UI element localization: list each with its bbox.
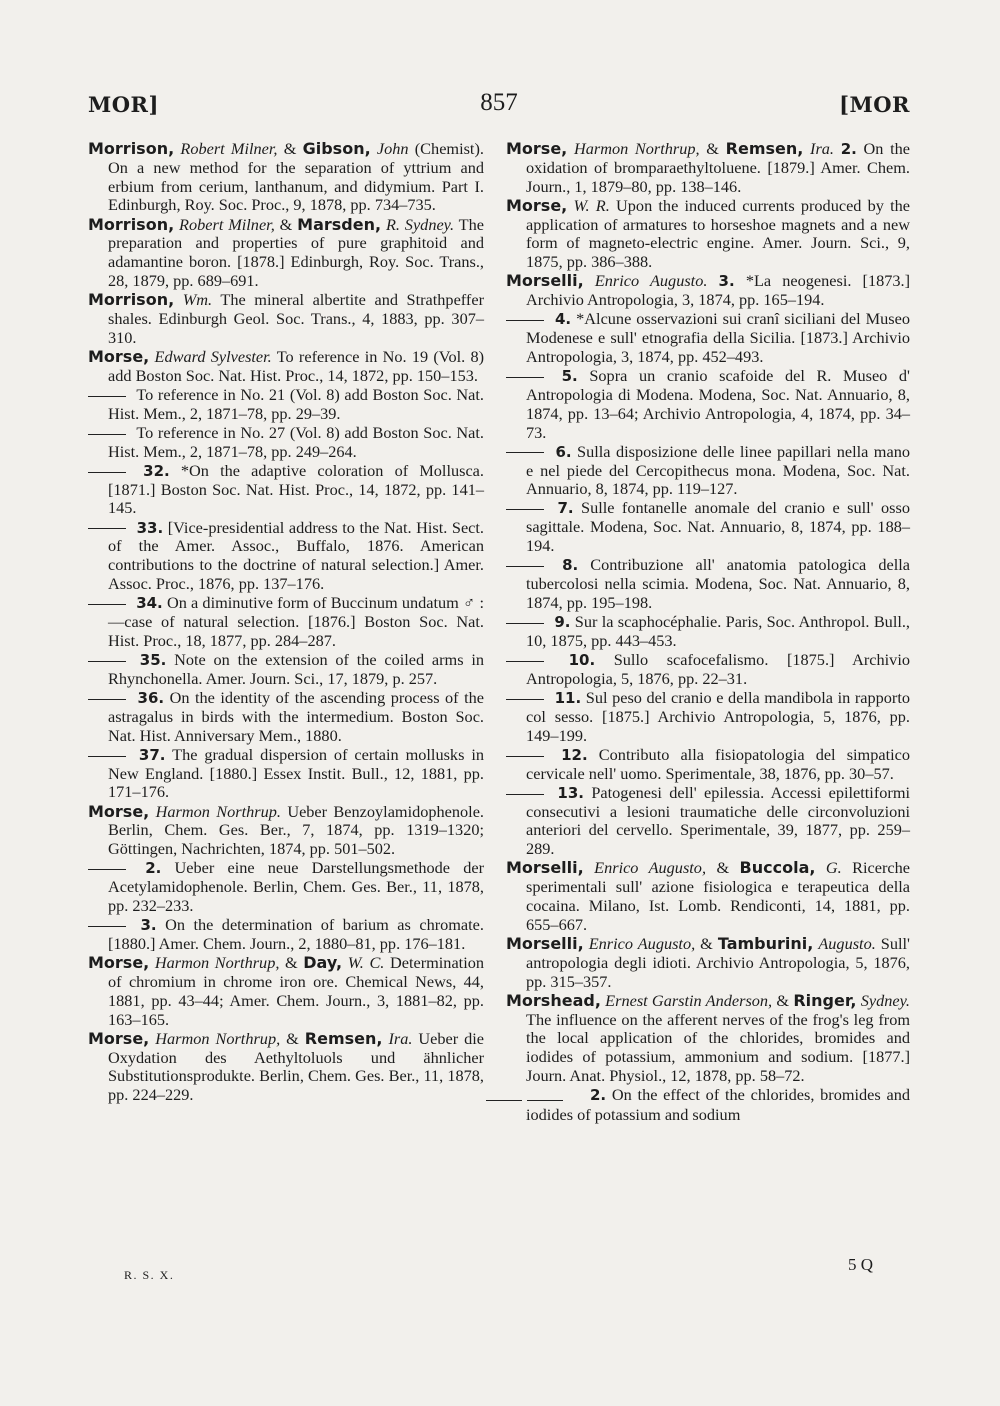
- entry-text: On a diminutive form of Buccinum undatum ♂ :—case of natural selection. [1876.] Boston Soc. Nat. Hist. Proc., 18, 1877, pp. 284–287.: [108, 593, 485, 650]
- repeat-author-dash: [506, 623, 544, 624]
- gathering-mark: 5 Q: [848, 1255, 874, 1274]
- bibliography-entry: [506, 784, 910, 859]
- entry-number: 9.: [554, 613, 571, 632]
- entry-number: 36.: [137, 689, 165, 708]
- left-column: [88, 140, 484, 1105]
- entry-number: 3.: [718, 272, 735, 291]
- author-surname: Morrison,: [88, 290, 175, 310]
- repeat-author-dash: [88, 926, 126, 927]
- repeat-author-dash: [88, 699, 126, 700]
- repeat-author-dash: [506, 509, 544, 510]
- author-given-name: Robert Milner,: [180, 139, 278, 158]
- bibliography-entry: [88, 216, 484, 291]
- entry-number: 11.: [554, 689, 582, 708]
- bibliography-entry: [88, 916, 484, 954]
- bibliography-entry: [88, 746, 484, 802]
- bibliography-entry: [506, 689, 910, 745]
- entry-text: Ricerche sperimentali sull' azione fisiologica e terapeutica della cocaina. Milano, Ist. Lomb. Rendiconti, 14, 1881, pp. 655–667.: [526, 858, 910, 934]
- author-given-name: Enrico Augusto,: [594, 858, 707, 878]
- coauthor-surname: Ringer,: [793, 990, 857, 1010]
- author-given-name: Edward Sylvester.: [154, 346, 272, 366]
- author-given-name: Enrico Augusto.: [594, 271, 708, 291]
- entry-number: 2.: [590, 1086, 607, 1105]
- coauthor-given-name: Sydney.: [860, 990, 911, 1010]
- entry-number: 6.: [555, 442, 572, 461]
- entry-text: Ueber Benzoylamidophenole. Berlin, Chem. Ges. Ber., 7, 1874, pp. 1319–1320; Göttingen, Nachrichten, 1874, pp. 501–502.: [108, 801, 484, 859]
- coauthor-surname: Gibson,: [302, 139, 371, 158]
- entry-number: 8.: [562, 556, 579, 575]
- coauthor-given-name: G.: [825, 858, 842, 878]
- repeat-author-dash: [506, 699, 544, 700]
- author-surname: Morselli,: [506, 933, 584, 953]
- repeat-author-dash: [506, 566, 544, 567]
- author-surname: Morse,: [506, 195, 568, 215]
- bibliography-entry: [88, 1030, 484, 1105]
- bibliography-entry: [506, 651, 910, 689]
- coauthor-given-name: John: [376, 139, 409, 158]
- author-given-name: Robert Milner,: [179, 214, 275, 234]
- entry-text: To reference in No. 19 (Vol. 8) add Boston Soc. Nat. Hist. Proc., 14, 1872, pp. 150–153.: [108, 346, 485, 385]
- author-surname: Morrison,: [88, 139, 175, 158]
- entry-text: Note on the extension of the coiled arms in Rhynchonella. Amer. Journ. Sci., 17, 1879, p. 257.: [108, 650, 484, 688]
- coauthor-surname: Marsden,: [297, 214, 382, 234]
- entry-number: 7.: [557, 499, 574, 518]
- coauthor-given-name: Ira.: [388, 1028, 413, 1048]
- author-conjunction: &: [283, 139, 297, 158]
- author-given-name: Harmon Northrup.: [155, 801, 281, 821]
- repeat-author-dash: [88, 472, 126, 473]
- entry-number: 2.: [145, 859, 162, 878]
- entry-number: 12.: [561, 745, 588, 764]
- entry-number: 34.: [136, 594, 163, 613]
- author-surname: Morse,: [88, 953, 150, 973]
- entry-text: Sulla disposizione delle linee papillari nella mano e nel piede del Cercopithecus mona. Modena, Soc. Nat. Annuario, 8, 1874, pp. 119–127.: [526, 441, 910, 499]
- bibliography-entry: [506, 499, 910, 555]
- author-surname: Morselli,: [506, 858, 584, 878]
- entry-text: Sur la scaphocéphalie. Paris, Soc. Anthropol. Bull., 10, 1875, pp. 443–453.: [526, 612, 911, 650]
- bibliography-entry: [506, 140, 910, 196]
- author-surname: Morse,: [88, 346, 150, 366]
- author-surname: Morselli,: [506, 271, 584, 291]
- signature-mark: R. S. X.: [124, 1268, 175, 1282]
- repeat-author-dash: [506, 452, 544, 453]
- coauthor-given-name: W. C.: [347, 953, 385, 973]
- author-given-name: Enrico Augusto,: [588, 933, 696, 953]
- entry-number: 3.: [140, 916, 157, 935]
- coauthor-surname: Tamburini,: [717, 933, 814, 953]
- entry-text: [Vice-presidential address to the Nat. Hist. Sect. of the Amer. Assoc., Buffalo, 1876. American contributions to the doctrine of natural selection.] Amer. Assoc. Proc., 1876, pp. 137–176.: [108, 517, 484, 594]
- bibliography-entry: [506, 556, 910, 612]
- repeat-author-dash: [88, 756, 126, 757]
- author-given-name: Harmon Northrup,: [573, 139, 700, 158]
- bibliography-entry: [88, 689, 484, 745]
- bibliography-entry: [506, 1086, 910, 1124]
- bibliography-entry: [506, 935, 910, 991]
- repeat-author-dash: [88, 434, 126, 435]
- coauthor-surname: Buccola,: [739, 858, 816, 878]
- repeat-author-dash: [88, 396, 126, 397]
- repeat-author-dash: [88, 604, 126, 605]
- author-surname: Morse,: [88, 1028, 150, 1048]
- entry-text: Contribuzione all' anatomia patologica della tubercolosi nella scimia. Modena, Soc. Nat. Annuario, 8, 1874, pp. 195–198.: [526, 555, 910, 612]
- author-surname: Morshead,: [506, 990, 601, 1010]
- repeat-author-dash: [88, 661, 126, 662]
- coauthor-surname: Remsen,: [304, 1028, 383, 1048]
- entry-text: (Chemist). On a new method for the separation of yttrium and erbium from cerium, lanthanum, and didymium. Part I. Edinburgh, Roy. Soc. Proc., 9, 1878, pp. 734–735.: [108, 139, 484, 215]
- bibliography-entry: [88, 859, 484, 915]
- repeat-author-dash: [88, 869, 126, 870]
- entry-text: Sull' antropologia degli idioti. Archivio Antropologia, 5, 1876, pp. 315–357.: [526, 933, 910, 991]
- running-head-right: [MOR: [839, 92, 910, 117]
- bibliography-entry: [506, 613, 910, 651]
- coauthor-given-name: Ira.: [810, 139, 834, 158]
- entry-text: The preparation and properties of pure graphitoid and adamantine boron. [1878.] Edinburgh, Roy. Soc. Trans., 28, 1879, pp. 689–691.: [108, 214, 484, 290]
- bibliography-entry: [506, 443, 910, 499]
- entry-text: Ueber die Oxydation des Aethyltoluols und ähnlicher Substitutionsprodukte. Berlin, Chem. Ges. Ber., 11, 1878, pp. 224–229.: [108, 1028, 484, 1105]
- entry-number: 35.: [139, 651, 167, 670]
- bibliography-entry: [88, 424, 484, 462]
- bibliography-entry: [506, 367, 910, 442]
- bibliography-entry: [506, 859, 910, 934]
- bibliography-entry: [88, 594, 484, 650]
- entry-number: 10.: [568, 651, 596, 670]
- entry-text: Upon the induced currents produced by the application of armatures to horseshoe magnets and a new form of magneto-electric engine. Amer. Journ. Sci., 9, 1875, pp. 386–388.: [526, 195, 910, 272]
- bibliography-entry: [88, 803, 484, 859]
- repeat-author-dash: [506, 794, 544, 795]
- entry-number: 5.: [561, 367, 578, 386]
- entry-text: On the determination of barium as chromate. [1880.] Amer. Chem. Journ., 2, 1880–81, pp. 176–181.: [108, 915, 484, 953]
- entry-text: To reference in No. 27 (Vol. 8) add Boston Soc. Nat. Hist. Mem., 2, 1871–78, pp. 249–264.: [108, 422, 484, 461]
- entry-text: *On the adaptive coloration of Mollusca. [1871.] Boston Soc. Nat. Hist. Proc., 14, 1872, pp. 141–145.: [108, 460, 484, 518]
- entry-text: *La neogenesi. [1873.] Archivio Antropologia, 3, 1874, pp. 165–194.: [526, 271, 911, 310]
- author-surname: Morrison,: [88, 214, 175, 234]
- entry-text: The influence on the afferent nerves of the frog's leg from the local application of the chlorides, bromides and iodides of potassium, ammonium and sodium. [1877.] Journ. Anat. Physiol., 12, 1878, pp. 58–72.: [526, 1009, 910, 1085]
- entry-number: 4.: [555, 310, 572, 329]
- entry-number: 33.: [136, 518, 164, 537]
- repeat-author-dash: [506, 661, 544, 662]
- entry-text: Sulle fontanelle anomale del cranio e sull' osso sagittale. Modena, Soc. Nat. Annuario, 8, 1874, pp. 188–194.: [526, 498, 910, 556]
- entry-text: To reference in No. 21 (Vol. 8) add Boston Soc. Nat. Hist. Mem., 2, 1871–78, pp. 29–39.: [108, 384, 484, 423]
- author-given-name: Ernest Garstin Anderson,: [605, 990, 773, 1010]
- author-conjunction: &: [706, 139, 719, 158]
- author-given-name: Wm.: [182, 290, 213, 310]
- entry-text: On the oxidation of bromparaethyltoluene. [1879.] Amer. Chem. Journ., 1, 1879–80, pp. 138–146.: [526, 139, 910, 196]
- entry-text: The gradual dispersion of certain mollusks in New England. [1880.] Essex Instit. Bull., 12, 1881, pp. 171–176.: [108, 744, 484, 802]
- bibliography-entry: [88, 954, 484, 1029]
- bibliography-entry: [88, 651, 484, 689]
- entry-text: Sullo scafocefalismo. [1875.] Archivio Antropologia, 5, 1876, pp. 22–31.: [526, 650, 910, 688]
- author-given-name: Harmon Northrup,: [155, 1028, 281, 1048]
- coauthor-surname: Day,: [303, 953, 343, 973]
- right-column: [506, 140, 910, 1125]
- bibliography-entry: [88, 519, 484, 594]
- entry-text: *Alcune osservazioni sui cranî siciliani del Museo Modenese e sull' etnografia della Sicilia. [1873.] Archivio Antropologia, 3, 1874, pp. 452–493.: [526, 309, 910, 366]
- author-conjunction: &: [716, 858, 730, 878]
- bibliography-entry: [506, 197, 910, 272]
- author-given-name: Harmon Northrup,: [154, 953, 280, 973]
- bibliography-entry: [506, 992, 910, 1086]
- page-number: 857: [480, 89, 518, 116]
- entry-text: Sopra un cranio scafoide del R. Museo d' Antropologia di Modena. Modena, Soc. Nat. Annuario, 8, 1874, pp. 13–64; Archivio Antropologia, 4, 1874, pp. 34–73.: [526, 366, 910, 442]
- coauthor-given-name: R. Sydney.: [385, 214, 455, 234]
- author-conjunction: &: [279, 214, 293, 234]
- bibliography-entry: [88, 386, 484, 424]
- bibliography-entry: [88, 462, 484, 518]
- bibliography-entry: [88, 291, 484, 347]
- entry-text: Contributo alla fisiopatologia del simpatico cervicale nell' uomo. Sperimentale, 38, 1876, pp. 30–57.: [526, 744, 910, 783]
- author-conjunction: &: [776, 990, 790, 1010]
- author-surname: Morse,: [88, 801, 150, 821]
- bibliography-entry: [88, 348, 484, 386]
- entry-text: On the effect of the chlorides, bromides and iodides of potassium and sodium: [526, 1085, 910, 1124]
- author-conjunction: &: [700, 933, 713, 953]
- bibliography-entry: [506, 272, 910, 310]
- entry-number: 37.: [138, 745, 166, 764]
- entry-number: 13.: [557, 783, 584, 802]
- author-conjunction: &: [285, 953, 298, 973]
- entry-text: On the identity of the ascending process of the astragalus in birds with the intermedium. Boston Soc. Nat. Hist. Anniversary Mem., 1880.: [108, 688, 485, 745]
- bibliography-entry: [88, 140, 484, 215]
- repeat-author-dash: [506, 377, 544, 378]
- entry-text: The mineral albertite and Strathpeffer shales. Edinburgh Geol. Soc. Trans., 4, 1883, pp. 307–310.: [108, 290, 484, 347]
- page-header: [88, 89, 910, 124]
- entry-text: Ueber eine neue Darstellungsmethode der Acetylamidophenole. Berlin, Chem. Ges. Ber., 11, 1878, pp. 232–233.: [108, 858, 484, 915]
- author-surname: Morse,: [506, 139, 568, 158]
- running-head-left: MOR]: [88, 92, 159, 117]
- repeat-authors-dash: [506, 1087, 584, 1106]
- entry-number: 2.: [840, 140, 857, 158]
- entry-text: Determination of chromium in chrome iron ore. Chemical News, 44, 1881, pp. 43–44; Amer. Chem. Journ., 3, 1881–82, pp. 163–165.: [108, 953, 485, 1029]
- entry-text: Sul peso del cranio e della mandibola in rapporto col sesso. [1875.] Archivio Antropologia, 5, 1876, pp. 149–199.: [526, 688, 910, 745]
- coauthor-given-name: Augusto.: [818, 933, 876, 953]
- entry-number: 32.: [143, 461, 170, 480]
- repeat-author-dash: [506, 756, 544, 757]
- bibliography-entry: [506, 746, 910, 784]
- repeat-author-dash: [88, 528, 126, 529]
- bibliography-entry: [506, 310, 910, 366]
- repeat-author-dash: [506, 320, 544, 321]
- coauthor-surname: Remsen,: [725, 139, 804, 158]
- entry-text: Patogenesi dell' epilessia. Accessi epilettiformi consecutivi a lesioni traumatiche delle circonvoluzioni anteriori del cervello. Sperimentale, 39, 1877, pp. 259–289.: [526, 782, 911, 859]
- author-given-name: W. R.: [573, 195, 610, 215]
- author-conjunction: &: [286, 1028, 299, 1048]
